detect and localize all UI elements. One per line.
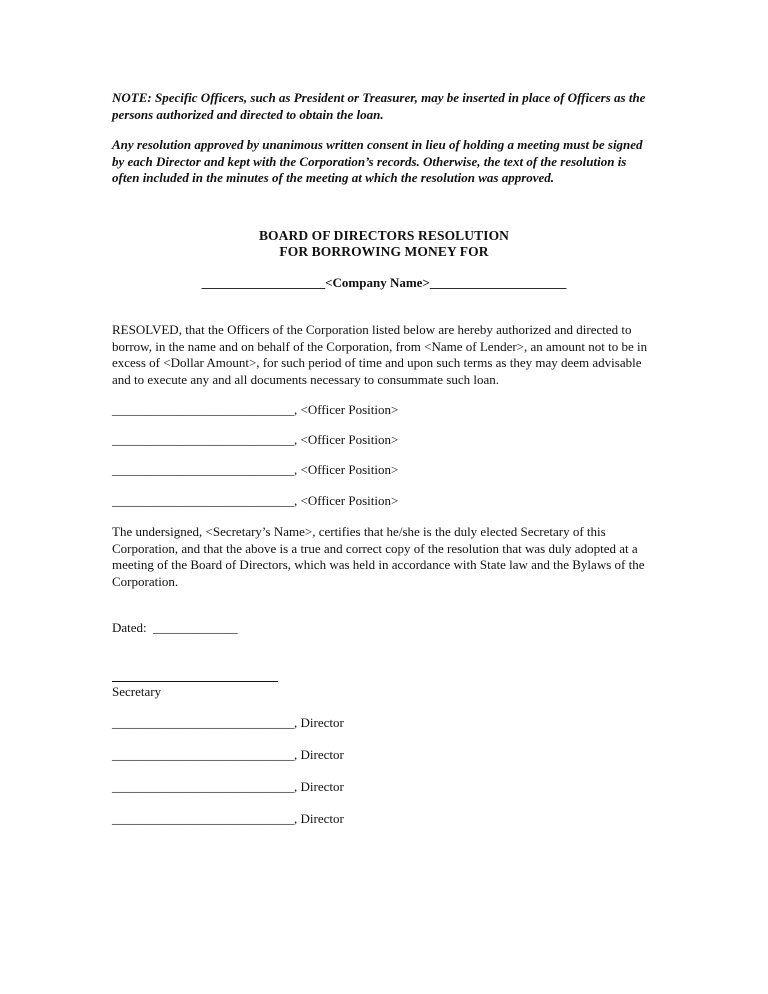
officer-signature-line: ____________________________, <Officer Position> xyxy=(112,493,399,508)
director-signature-line: ____________________________, Director xyxy=(112,779,344,794)
officer-signature-line: ____________________________, <Officer Position> xyxy=(112,402,399,417)
note-unanimous-consent: Any resolution approved by unanimous written consent in lieu of holding a meeting must be signed by each Director and kept with the Corporation’s records. Otherwise, the text of the resolution is often included in the minutes of the meeting at which the resolution was approved. xyxy=(112,137,643,185)
director-signature-line: ____________________________, Director xyxy=(112,811,344,826)
officer-signature-line: ____________________________, <Officer Position> xyxy=(112,462,399,477)
document-title-line1: BOARD OF DIRECTORS RESOLUTION xyxy=(258,228,510,243)
director-signature-line: ____________________________, Director xyxy=(112,747,344,762)
resolved-paragraph: RESOLVED, that the Officers of the Corporation listed below are hereby authorized and directed to borrow, in the name and on behalf of the Corporation, from <Name of Lender>, an amount not to be in excess of <Dollar Amount>, for such period of time and upon such terms as they may deem advisable and to execute any and all documents necessary to consummate such loan. xyxy=(112,322,648,387)
dated-line: Dated: _____________ xyxy=(112,620,238,635)
note-officers: NOTE: Specific Officers, such as President or Treasurer, may be inserted in place of Officers as the persons authorized and directed to obtain the loan. xyxy=(112,90,646,122)
secretary-label: Secretary xyxy=(112,684,162,699)
director-signature-line: ____________________________, Director xyxy=(112,715,344,730)
document-title-line2: FOR BORROWING MONEY FOR xyxy=(279,244,489,259)
certification-paragraph: The undersigned, <Secretary’s Name>, certifies that he/she is the duly elected Secretary of this Corporation, and that the above is a true and correct copy of the resolution that was duly adopted at a meeting of the Board of Directors, which was held in accordance with State law and the Bylaws of the Corporation. xyxy=(112,524,645,589)
company-name-line: ___________________<Company Name>_____________________ xyxy=(201,275,567,290)
officer-signature-line: ____________________________, <Officer Position> xyxy=(112,432,399,447)
secretary-signature-rule xyxy=(112,681,278,682)
